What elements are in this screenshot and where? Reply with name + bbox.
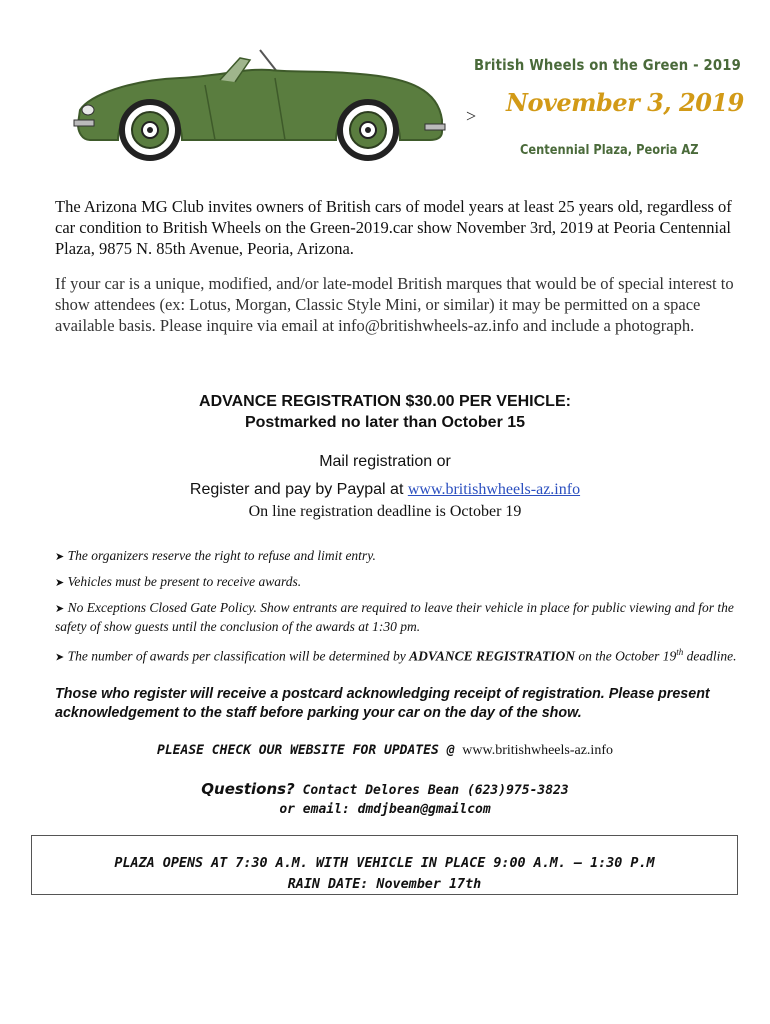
- event-place: Centennial Plaza, Peoria AZ: [520, 143, 699, 158]
- list-item: ➤ The number of awards per classification will be determined by ADVANCE REGISTRATION on the October 19th deadline.: [55, 647, 737, 664]
- mail-registration: Mail registration or: [319, 453, 451, 470]
- updates-line: [0, 742, 770, 759]
- header-arrow: >: [466, 106, 477, 126]
- arrow-bullet-icon: ➤: [55, 551, 65, 563]
- list-item: ➤ Vehicles must be present to receive awards.: [55, 574, 302, 589]
- event-title: British Wheels on the Green - 2019: [474, 56, 741, 74]
- special-interest-paragraph: If your car is a unique, modified, and/or late-model British marques that would be of special interest to show attendees (ex: Lotus, Morgan, Classic Style Mini, or similar) it may be permitted on a space available basis. Please inquire via email at info@britishwheels-az.info and include a photograph.: [55, 274, 734, 335]
- registration-fee-heading: ADVANCE REGISTRATION $30.00 PER VEHICLE:: [199, 393, 571, 410]
- postmark-deadline: Postmarked no later than October 15: [244, 414, 526, 431]
- paypal-line: [0, 481, 770, 499]
- updates-label: PLEASE CHECK OUR WEBSITE FOR UPDATES @: [157, 743, 463, 758]
- hours-box: [31, 835, 738, 895]
- postcard-notice: Those who register will receive a postcard acknowledging receipt of registration. Please present acknowledgement to the staff before parking your car on the day of the show.: [55, 686, 710, 721]
- car-icon: [70, 40, 450, 170]
- rules-list: [55, 547, 755, 674]
- online-deadline: On line registration deadline is October 19: [248, 503, 522, 520]
- arrow-bullet-icon: ➤: [55, 603, 65, 615]
- paypal-prefix: Register and pay by Paypal at: [189, 481, 408, 498]
- paypal-link[interactable]: www.britishwheels-az.info: [407, 481, 581, 498]
- contact-phone: Contact Delores Bean (623)975-3823: [294, 783, 569, 798]
- arrow-bullet-icon: ➤: [55, 651, 65, 664]
- rain-date: RAIN DATE: November 17th: [287, 877, 482, 892]
- rear-wheel-icon: [340, 102, 396, 158]
- intro-paragraph: The Arizona MG Club invites owners of British cars of model years at least 25 years old, regardless of car condition to British Wheels on the Green-2019.car show November 3rd, 2019 at Peoria Centennial Plaza, 9875 N. 85th Avenue, Peoria, Arizona.: [55, 197, 732, 258]
- contact-info: [0, 780, 770, 819]
- questions-label: Questions?: [201, 780, 295, 798]
- list-item: ➤ No Exceptions Closed Gate Policy. Show entrants are required to leave their vehicle in place for public viewing and for the safety of show guests until the conclusion of the awards at 1:30 pm.: [55, 600, 734, 634]
- arrow-bullet-icon: ➤: [55, 577, 65, 589]
- contact-email: or email: dmdjbean@gmailcom: [279, 802, 491, 817]
- front-wheel-icon: [122, 102, 178, 158]
- car-illustration: [70, 40, 450, 170]
- plaza-hours: PLAZA OPENS AT 7:30 A.M. WITH VEHICLE IN PLACE 9:00 A.M. – 1:30 P.M: [114, 856, 655, 871]
- event-date: November 3, 2019: [506, 88, 744, 117]
- updates-url[interactable]: www.britishwheels-az.info: [462, 743, 613, 758]
- list-item: ➤ The organizers reserve the right to refuse and limit entry.: [55, 548, 376, 563]
